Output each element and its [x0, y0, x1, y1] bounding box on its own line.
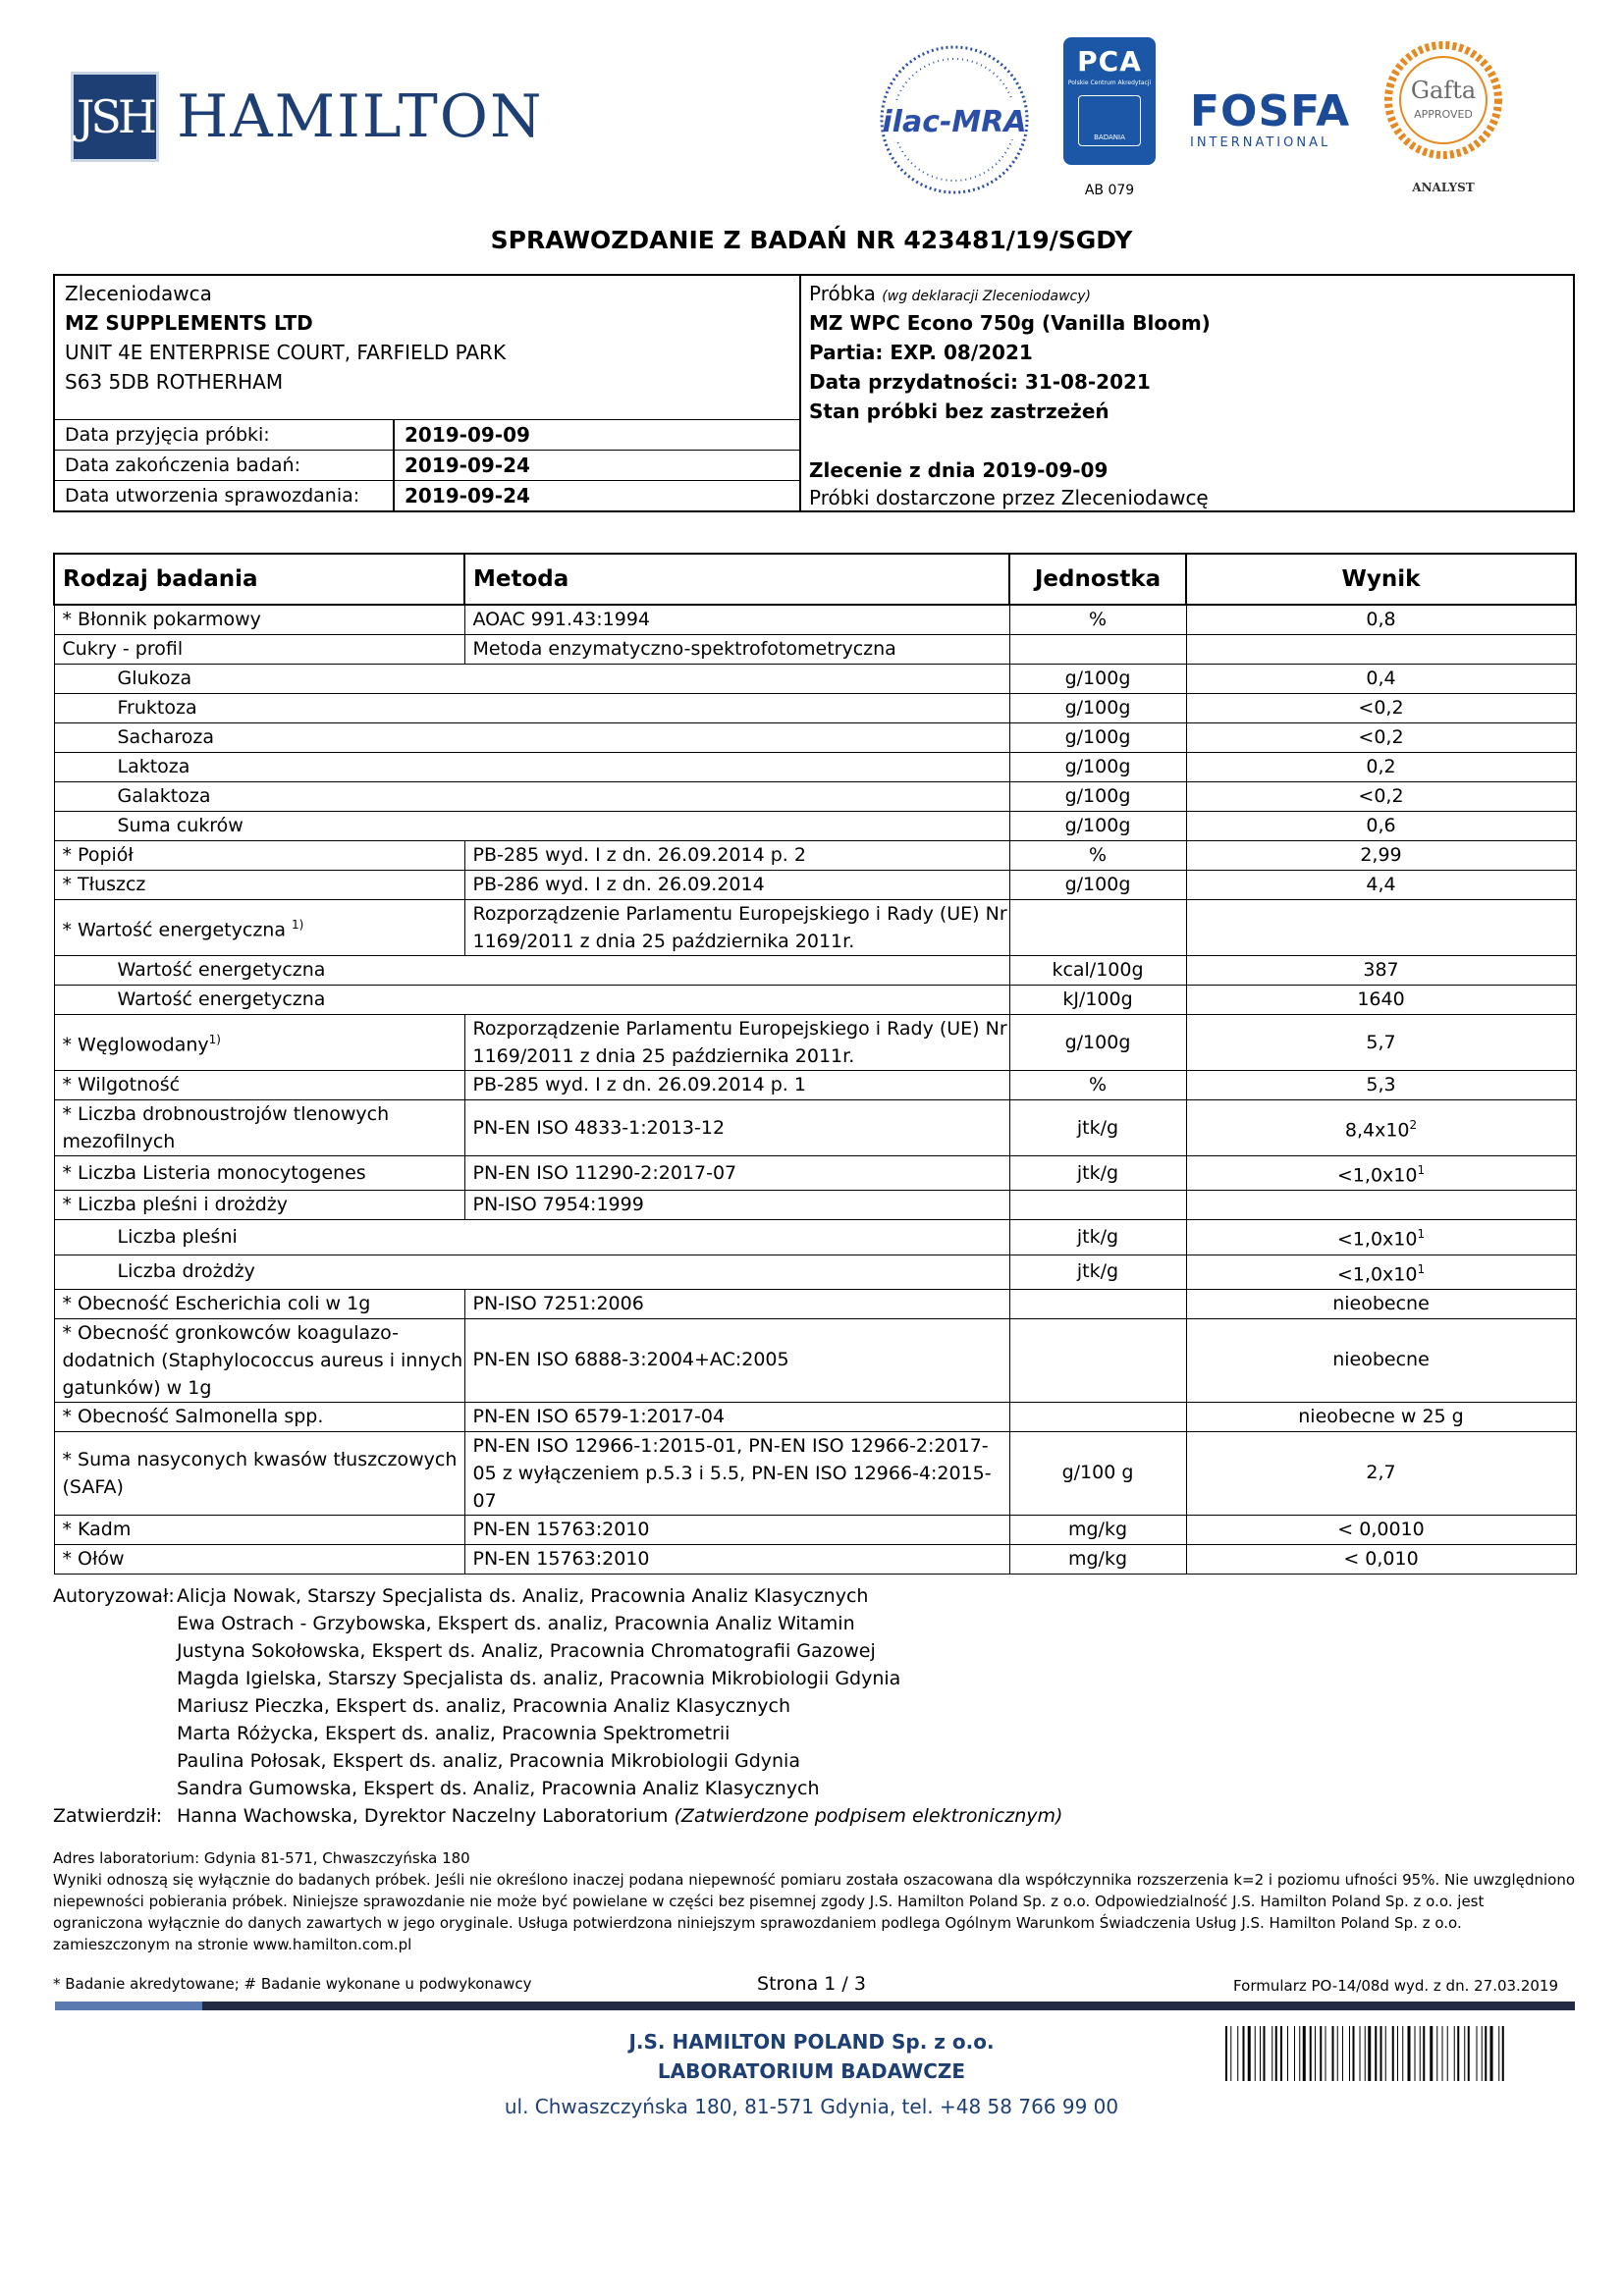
test-name: Cukry - profil	[54, 635, 464, 665]
barcode-bar	[1255, 2026, 1256, 2081]
ilac-mra-logo-icon	[876, 41, 1033, 198]
disclaimer-text: Wyniki odnoszą się wyłącznie do badanych próbek. Jeśli nie określono inaczej podana niepewność pomiaru została oszacowana dla współczynnika rozszerzenia k=2 i poziomu ufności 95%. Nie uwzględniono niepewności pobierania próbek. Niniejsze sprawozdanie nie może być powielane w części bez pisemnej zgody J.S. Hamilton Poland Sp. z o.o. Odpowiedzialność J.S. Hamilton Poland Sp. z o.o. jest ograniczona wyłącznie do danych zawartych w jego oryginale. Usługa potwierdzona niniejszym sprawozdaniem podlega Ogólnym Warunkom Świadczenia Usług J.S. Hamilton Poland Sp. z o.o. zamieszczonym na stronie www.hamilton.com.pl	[53, 1871, 1576, 1953]
authorizer-line: Ewa Ostrach - Grzybowska, Ekspert ds. analiz, Pracownia Analiz Witamin	[177, 1613, 855, 1634]
test-result: 0,8	[1186, 605, 1576, 635]
test-name: * Kadm	[54, 1515, 464, 1544]
test-method: PN-EN ISO 6888-3:2004+AC:2005	[464, 1318, 1009, 1402]
test-unit: %	[1009, 841, 1186, 871]
barcode-bar	[1375, 2026, 1377, 2081]
barcode-bar	[1397, 2026, 1398, 2081]
authorizer-line: Justyna Sokołowska, Ekspert ds. Analiz, Pracownia Chromatografii Gazowej	[177, 1640, 876, 1662]
test-unit: jtk/g	[1009, 1220, 1186, 1255]
barcode-bar	[1248, 2026, 1251, 2081]
date-label: Data przyjęcia próbki:	[65, 424, 270, 446]
test-method: PN-EN ISO 4833-1:2013-12	[464, 1100, 1009, 1156]
test-result: 2,7	[1186, 1431, 1576, 1515]
barcode-bar	[1299, 2026, 1300, 2081]
test-method: Metoda enzymatyczno-spektrofotometryczna	[464, 635, 1009, 665]
test-result: 5,7	[1186, 1015, 1576, 1071]
date-value: 2019-09-24	[405, 454, 530, 477]
date-row-received	[55, 419, 799, 450]
test-method: PB-285 wyd. I z dn. 26.09.2014 p. 2	[464, 841, 1009, 871]
table-row	[54, 1318, 1576, 1402]
sample-delivered: Próbki dostarczone przez Zleceniodawcę	[809, 486, 1209, 509]
test-name: * Liczba Listeria monocytogenes	[54, 1156, 464, 1191]
test-name: Laktoza	[54, 753, 1009, 782]
pca-inner-label: BADANIA	[1078, 95, 1141, 146]
result-base: <1,0x10	[1336, 1164, 1418, 1187]
test-result	[1186, 1220, 1576, 1255]
footer-address: ul. Chwaszczyńska 180, 81-571 Gdynia, tel. +48 58 766 99 00	[504, 2095, 1119, 2118]
test-method: PN-EN 15763:2010	[464, 1515, 1009, 1544]
sample-condition: Stan próbki bez zastrzeżeń	[809, 400, 1109, 423]
barcode-bar	[1243, 2026, 1245, 2081]
test-result: < 0,010	[1186, 1544, 1576, 1574]
approver-name: Hanna Wachowska, Dyrektor Naczelny Laboratorium	[177, 1805, 669, 1827]
test-unit: %	[1009, 1071, 1186, 1100]
test-name: Sacharoza	[54, 723, 1009, 753]
table-row	[54, 1431, 1576, 1515]
ilac-text: ilac-MRA	[882, 105, 1027, 139]
date-separator	[393, 451, 395, 480]
barcode-bar	[1365, 2026, 1366, 2081]
barcode-bar	[1368, 2026, 1371, 2081]
barcode-bar	[1464, 2026, 1465, 2081]
barcode-bar	[1485, 2026, 1487, 2081]
test-result	[1186, 900, 1576, 956]
barcode-bar	[1498, 2026, 1499, 2081]
test-method: Rozporządzenie Parlamentu Europejskiego i Rady (UE) Nr 1169/2011 z dnia 25 października 2011r.	[464, 900, 1009, 956]
test-unit: jtk/g	[1009, 1100, 1186, 1156]
table-row	[54, 782, 1576, 812]
barcode-bar	[1468, 2026, 1470, 2081]
sample-expiry: Data przydatności: 31-08-2021	[809, 370, 1151, 394]
test-unit: jtk/g	[1009, 1255, 1186, 1289]
authorizer-line: Paulina Połosak, Ekspert ds. analiz, Pracownia Mikrobiologii Gdynia	[177, 1750, 800, 1772]
header-method: Metoda	[464, 554, 1009, 605]
authorizer-line: Alicja Nowak, Starszy Specjalista ds. Analiz, Pracownia Analiz Klasycznych	[177, 1585, 869, 1607]
footer-divider-accent	[55, 2002, 202, 2010]
barcode-bar	[1332, 2026, 1334, 2081]
barcode-icon	[1225, 2026, 1575, 2081]
test-unit	[1009, 1289, 1186, 1318]
barcode-bar	[1310, 2026, 1312, 2081]
test-name: * Obecność Escherichia coli w 1g	[54, 1289, 464, 1318]
date-value: 2019-09-24	[405, 484, 530, 507]
test-unit: g/100g	[1009, 753, 1186, 782]
barcode-bar	[1502, 2026, 1504, 2081]
table-row	[54, 956, 1576, 986]
test-name: * Suma nasyconych kwasów tłuszczowych (SAFA)	[54, 1431, 464, 1515]
result-base: <1,0x10	[1336, 1228, 1418, 1251]
barcode-bar	[1349, 2026, 1350, 2081]
test-result	[1186, 1191, 1576, 1220]
table-row	[54, 841, 1576, 871]
lab-address-note: Adres laboratorium: Gdynia 81-571, Chwaszczyńska 180	[53, 1849, 470, 1867]
hamilton-logo-text: HAMILTON	[177, 82, 544, 151]
order-date: Zlecenie z dnia 2019-09-09	[809, 458, 1109, 482]
table-row	[54, 635, 1576, 665]
barcode-bar	[1225, 2026, 1227, 2081]
test-unit: g/100g	[1009, 812, 1186, 841]
hamilton-logo	[71, 71, 543, 163]
date-separator	[393, 420, 395, 450]
barcode-bar	[1454, 2026, 1455, 2081]
authorized-label: Autoryzował:	[53, 1585, 175, 1607]
test-unit: g/100g	[1009, 1015, 1186, 1071]
date-value: 2019-09-09	[405, 423, 530, 447]
table-row	[54, 1220, 1576, 1255]
barcode-bar	[1294, 2026, 1295, 2081]
authorizer-line: Sandra Gumowska, Ekspert ds. Analiz, Pracownia Analiz Klasycznych	[177, 1778, 820, 1799]
barcode-bar	[1402, 2026, 1403, 2081]
test-unit: g/100g	[1009, 665, 1186, 694]
sample-batch: Partia: EXP. 08/2021	[809, 341, 1033, 364]
result-base: 8,4x10	[1344, 1119, 1410, 1142]
test-name-text: * Wartość energetyczna	[62, 919, 286, 941]
page-number: Strona 1 / 3	[757, 1973, 866, 1995]
barcode-bar	[1482, 2026, 1483, 2081]
barcode-bar	[1353, 2026, 1355, 2081]
pca-code: AB 079	[1084, 183, 1135, 198]
test-unit: g/100 g	[1009, 1431, 1186, 1515]
gafta-analyst: ANALYST	[1412, 181, 1475, 194]
fosfa-logo	[1190, 86, 1351, 150]
test-name: * Liczba drobnoustrojów tlenowych mezofilnych	[54, 1100, 464, 1156]
barcode-bar	[1423, 2026, 1425, 2081]
test-unit	[1009, 1191, 1186, 1220]
test-name: Liczba drożdży	[54, 1255, 1009, 1289]
test-unit: g/100g	[1009, 694, 1186, 723]
barcode-bar	[1447, 2026, 1448, 2081]
approved-label: Zatwierdził:	[53, 1805, 163, 1827]
result-exponent: 2	[1409, 1117, 1418, 1132]
barcode-bar	[1320, 2026, 1322, 2081]
test-result: nieobecne w 25 g	[1186, 1402, 1576, 1431]
test-result	[1186, 1255, 1576, 1289]
test-method: PN-EN ISO 12966-1:2015-01, PN-EN ISO 12966-2:2017-05 z wyłączeniem p.5.3 i 5.5, PN-EN ISO 12966-4:2015-07	[464, 1431, 1009, 1515]
test-unit	[1009, 1402, 1186, 1431]
authorizer-line: Magda Igielska, Starszy Specjalista ds. analiz, Pracownia Mikrobiologii Gdynia	[177, 1668, 901, 1689]
notes-block	[53, 1847, 1575, 1955]
test-name: * Ołów	[54, 1544, 464, 1574]
test-result: <0,2	[1186, 694, 1576, 723]
test-result: 0,2	[1186, 753, 1576, 782]
barcode-bar	[1342, 2026, 1343, 2081]
form-reference: Formularz PO-14/08d wyd. z dn. 27.03.2019	[1233, 1977, 1558, 1995]
barcode-bar	[1385, 2026, 1386, 2081]
test-unit: jtk/g	[1009, 1156, 1186, 1191]
test-name: * Błonnik pokarmowy	[54, 605, 464, 635]
table-row	[54, 665, 1576, 694]
footnote-mark: 1)	[208, 1032, 221, 1046]
barcode-bar	[1380, 2026, 1382, 2081]
test-result: < 0,0010	[1186, 1515, 1576, 1544]
barcode-bar	[1442, 2026, 1443, 2081]
pca-subtitle: Polskie Centrum Akredytacji	[1067, 80, 1152, 86]
header-test-type: Rodzaj badania	[54, 554, 464, 605]
barcode-bar	[1490, 2026, 1493, 2081]
test-unit: g/100g	[1009, 723, 1186, 753]
barcode-bar	[1315, 2026, 1316, 2081]
test-result	[1186, 1100, 1576, 1156]
table-row	[54, 812, 1576, 841]
test-method: Rozporządzenie Parlamentu Europejskiego i Rady (UE) Nr 1169/2011 z dnia 25 października 2011r.	[464, 1015, 1009, 1071]
client-address-line-2: S63 5DB ROTHERHAM	[65, 370, 284, 394]
sample-label-line	[809, 279, 1091, 311]
table-row	[54, 1191, 1576, 1220]
test-result: <0,2	[1186, 723, 1576, 753]
test-unit	[1009, 900, 1186, 956]
pca-logo	[1063, 37, 1156, 165]
table-row	[54, 1015, 1576, 1071]
test-result: <0,2	[1186, 782, 1576, 812]
barcode-bar	[1230, 2026, 1231, 2081]
test-name: Glukoza	[54, 665, 1009, 694]
test-method: PB-286 wyd. I z dn. 26.09.2014	[464, 871, 1009, 900]
sample-name: MZ WPC Econo 750g (Vanilla Bloom)	[809, 311, 1211, 335]
table-row	[54, 694, 1576, 723]
test-unit: mg/kg	[1009, 1515, 1186, 1544]
test-result: 387	[1186, 956, 1576, 986]
test-result: nieobecne	[1186, 1318, 1576, 1402]
test-name: Liczba pleśni	[54, 1220, 1009, 1255]
approver-line	[177, 1802, 1062, 1830]
test-name: * Obecność gronkowców koagulazo-dodatnich (Staphylococcus aureus i innych gatunków) w 1g	[54, 1318, 464, 1402]
client-name: MZ SUPPLEMENTS LTD	[65, 311, 313, 335]
barcode-bar	[1415, 2026, 1416, 2081]
test-unit: mg/kg	[1009, 1544, 1186, 1574]
test-result	[1186, 1156, 1576, 1191]
test-result: 0,6	[1186, 812, 1576, 841]
sample-label: Próbka	[809, 282, 876, 305]
table-row	[54, 1100, 1576, 1156]
footer-lab: LABORATORIUM BADAWCZE	[657, 2059, 966, 2083]
test-name: * Obecność Salmonella spp.	[54, 1402, 464, 1431]
test-result: 4,4	[1186, 871, 1576, 900]
test-name: * Tłuszcz	[54, 871, 464, 900]
test-unit: g/100g	[1009, 782, 1186, 812]
header-result: Wynik	[1186, 554, 1576, 605]
date-label: Data utworzenia sprawozdania:	[65, 485, 360, 507]
barcode-bar	[1477, 2026, 1478, 2081]
test-unit	[1009, 1318, 1186, 1402]
barcode-bar	[1280, 2026, 1282, 2081]
pca-title: PCA	[1077, 45, 1142, 78]
test-method: PN-EN 15763:2010	[464, 1544, 1009, 1574]
barcode-bar	[1420, 2026, 1421, 2081]
barcode-bar	[1271, 2026, 1272, 2081]
test-name	[54, 900, 464, 956]
table-row	[54, 723, 1576, 753]
footer-divider	[55, 2002, 1575, 2010]
result-exponent: 1	[1417, 1261, 1426, 1276]
table-row	[54, 1515, 1576, 1544]
test-name: Wartość energetyczna	[54, 986, 1009, 1015]
test-unit	[1009, 635, 1186, 665]
result-base: <1,0x10	[1336, 1262, 1418, 1285]
barcode-bar	[1264, 2026, 1266, 2081]
footer-company: J.S. HAMILTON POLAND Sp. z o.o.	[628, 2030, 995, 2054]
table-row	[54, 1255, 1576, 1289]
table-row	[54, 1156, 1576, 1191]
result-exponent: 1	[1417, 1227, 1426, 1242]
barcode-bar	[1303, 2026, 1306, 2081]
table-row	[54, 1544, 1576, 1574]
test-name: Fruktoza	[54, 694, 1009, 723]
result-exponent: 1	[1417, 1163, 1426, 1177]
test-result: 0,4	[1186, 665, 1576, 694]
approver-note: (Zatwierdzone podpisem elektronicznym)	[674, 1805, 1063, 1827]
table-header-row	[54, 554, 1576, 605]
gafta-sub: APPROVED	[1414, 108, 1473, 121]
test-method: PN-ISO 7251:2006	[464, 1289, 1009, 1318]
barcode-bar	[1287, 2026, 1288, 2081]
date-label: Data zakończenia badań:	[65, 454, 300, 476]
gafta-logo-icon	[1384, 39, 1502, 162]
barcode-bar	[1436, 2026, 1437, 2081]
test-result: 1640	[1186, 986, 1576, 1015]
test-method: AOAC 991.43:1994	[464, 605, 1009, 635]
fosfa-subtitle: INTERNATIONAL	[1190, 135, 1331, 150]
test-result: 2,99	[1186, 841, 1576, 871]
table-row	[54, 871, 1576, 900]
test-name-text: * Węglowodany	[62, 1034, 209, 1056]
test-name: * Wilgotność	[54, 1071, 464, 1100]
test-result: 5,3	[1186, 1071, 1576, 1100]
barcode-bar	[1337, 2026, 1338, 2081]
test-name	[54, 1015, 464, 1071]
footnote-mark: 1)	[292, 917, 304, 932]
fosfa-text: FOSFA	[1190, 86, 1351, 136]
test-unit: kcal/100g	[1009, 956, 1186, 986]
table-row	[54, 753, 1576, 782]
barcode-bar	[1392, 2026, 1394, 2081]
test-name: Galaktoza	[54, 782, 1009, 812]
authorizer-line: Mariusz Pieczka, Ekspert ds. analiz, Pracownia Analiz Klasycznych	[177, 1695, 790, 1717]
results-table	[53, 553, 1577, 1575]
barcode-bar	[1360, 2026, 1361, 2081]
test-unit: kJ/100g	[1009, 986, 1186, 1015]
test-result: nieobecne	[1186, 1289, 1576, 1318]
barcode-bar	[1237, 2026, 1238, 2081]
barcode-bar	[1430, 2026, 1433, 2081]
footer-legend: * Badanie akredytowane; # Badanie wykonane u podwykonawcy	[53, 1975, 532, 1993]
box-divider	[799, 276, 801, 510]
client-info-box	[53, 274, 1575, 512]
test-name: * Popiół	[54, 841, 464, 871]
client-address-line-1: UNIT 4E ENTERPRISE COURT, FARFIELD PARK	[65, 341, 507, 364]
date-separator	[393, 481, 395, 510]
test-result	[1186, 635, 1576, 665]
test-name: Suma cukrów	[54, 812, 1009, 841]
table-row	[54, 1071, 1576, 1100]
date-row-created	[55, 480, 799, 510]
table-row	[54, 900, 1576, 956]
table-row	[54, 1402, 1576, 1431]
test-method: PN-EN ISO 6579-1:2017-04	[464, 1402, 1009, 1431]
table-row	[54, 1289, 1576, 1318]
test-name: Wartość energetyczna	[54, 956, 1009, 986]
test-method: PN-ISO 7954:1999	[464, 1191, 1009, 1220]
barcode-bar	[1408, 2026, 1411, 2081]
hamilton-mark-icon: JSH	[71, 72, 159, 162]
barcode-bar	[1325, 2026, 1326, 2081]
test-method: PN-EN ISO 11290-2:2017-07	[464, 1156, 1009, 1191]
gafta-text: Gafta	[1410, 77, 1477, 104]
table-row	[54, 986, 1576, 1015]
date-row-completed	[55, 450, 799, 480]
test-method: PB-285 wyd. I z dn. 26.09.2014 p. 1	[464, 1071, 1009, 1100]
sample-label-note: (wg deklaracji Zleceniodawcy)	[882, 289, 1091, 304]
test-unit: g/100g	[1009, 871, 1186, 900]
test-name: * Liczba pleśni i drożdży	[54, 1191, 464, 1220]
barcode-bar	[1260, 2026, 1261, 2081]
authorizer-line: Marta Różycka, Ekspert ds. analiz, Pracownia Spektrometrii	[177, 1723, 730, 1744]
table-row	[54, 605, 1576, 635]
barcode-bar	[1457, 2026, 1459, 2081]
test-unit: %	[1009, 605, 1186, 635]
header-unit: Jednostka	[1009, 554, 1186, 605]
report-title: SPRAWOZDANIE Z BADAŃ NR 423481/19/SGDY	[490, 226, 1133, 254]
barcode-bar	[1275, 2026, 1277, 2081]
client-label: Zleceniodawca	[65, 282, 212, 305]
